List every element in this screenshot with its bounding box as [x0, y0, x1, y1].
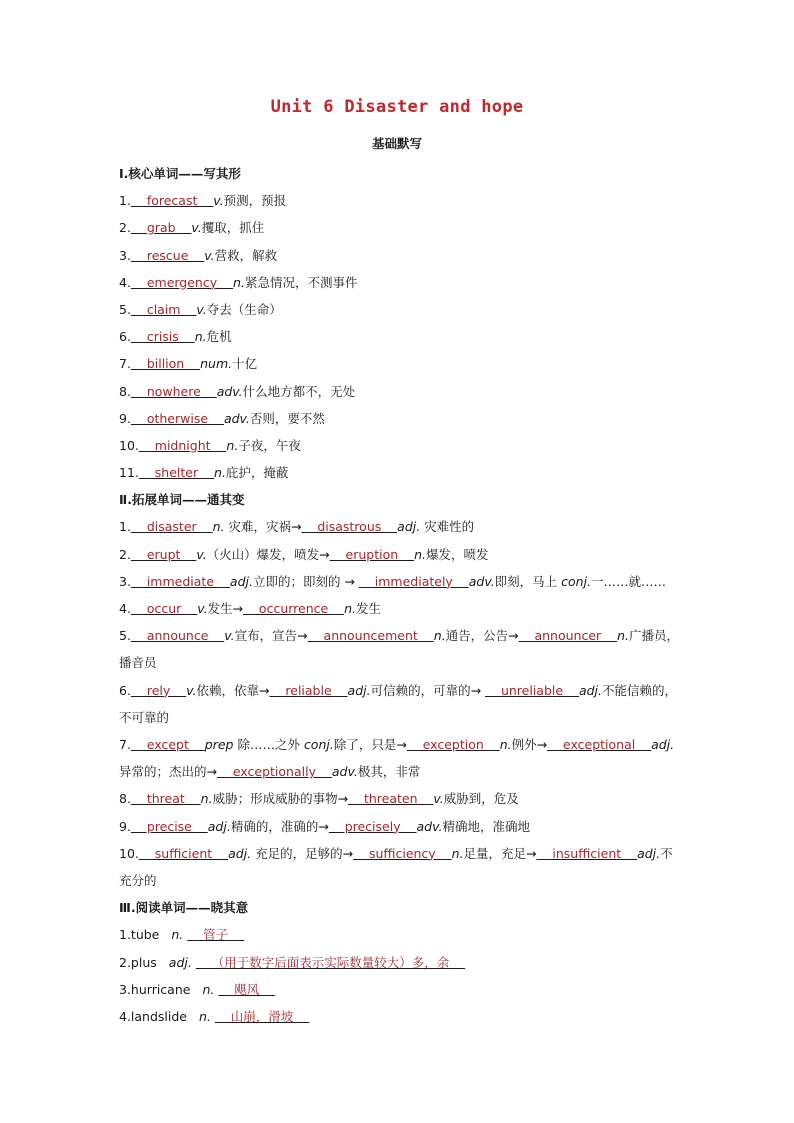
answer-blank: nowhere	[130, 383, 217, 399]
section2-heading: Ⅱ.拓展单词——通其变	[119, 492, 245, 508]
meaning-text: 十亿	[232, 356, 258, 372]
meaning-text: 精确地，准确地	[442, 818, 530, 834]
pos-label: adv.	[216, 383, 243, 399]
meaning-text: 庇护，掩蔽	[225, 465, 289, 481]
section1-item	[119, 187, 679, 214]
answer-blank: exceptional	[547, 737, 652, 752]
pos-label: n.	[451, 845, 464, 861]
meaning-text: 危机	[206, 329, 232, 345]
meaning-text: （火山）爆发，喷发→	[206, 546, 330, 562]
answer-blank: eruption	[329, 546, 415, 562]
section3-item	[119, 976, 679, 1003]
pos-label: adj.	[207, 818, 231, 834]
pos-label: adj.	[651, 737, 675, 752]
answer-blank: announcer	[518, 628, 618, 644]
meaning-text: 广播员，播音员	[119, 628, 679, 671]
word-text: 4.landslide	[119, 1008, 187, 1024]
answer-blank: crisis	[130, 329, 195, 345]
pos-label: adv.	[416, 818, 443, 834]
meaning-text: 宣布，宣告→	[234, 628, 308, 644]
pos-label: prep	[204, 737, 234, 752]
answer-blank: immediately	[358, 573, 469, 589]
answer-blank: emergency	[130, 274, 234, 290]
meaning-text: 夺去（生命）	[206, 301, 282, 317]
meaning-text: 否则，要不然	[249, 410, 325, 426]
item-number: 11.	[119, 465, 139, 481]
pos-label: v.	[433, 791, 444, 807]
pos-label: adj.	[168, 954, 192, 970]
answer-blank: precise	[130, 818, 208, 834]
section1-item	[119, 405, 679, 432]
answer-blank: sufficiency	[353, 845, 452, 861]
pos-label: n.	[199, 1008, 211, 1024]
item-number: 2.	[119, 546, 131, 562]
pos-label: num.	[200, 356, 233, 372]
pos-label: n.	[200, 791, 213, 807]
word-text: 1.tube	[119, 927, 160, 943]
pos-label: adv.	[468, 573, 495, 589]
answer-blank: threat	[130, 791, 201, 807]
answer-blank: threaten	[348, 791, 434, 807]
meaning-text: 异常的；杰出的→	[119, 764, 217, 780]
answer-blank: exceptionally	[216, 764, 332, 780]
item-number: 3.	[119, 247, 131, 263]
pos-label: n.	[202, 981, 215, 997]
answer-blank: 管子	[187, 927, 245, 943]
meaning-text: 即刻，马上	[494, 573, 562, 589]
answer-blank: reliable	[269, 682, 348, 698]
section3-item	[119, 1003, 679, 1030]
pos-label: n.	[214, 465, 226, 481]
meaning-text: 威胁到，危及	[443, 791, 519, 807]
item-number: 1.	[119, 193, 131, 209]
answer-blank: insufficient	[536, 845, 638, 861]
item-number: 6.	[119, 329, 131, 345]
section3-item	[119, 949, 679, 976]
section2-item-6	[119, 677, 679, 731]
section3-list	[119, 921, 679, 1030]
section1-heading: Ⅰ.核心单词——写其形	[119, 166, 241, 181]
answer-blank: disastrous	[301, 519, 398, 535]
pos-label: n.	[617, 628, 629, 644]
meaning-text: 不充分的	[119, 845, 673, 888]
section1-item	[119, 323, 679, 350]
meaning-text: 营救，解救	[214, 247, 278, 263]
answer-blank: rely	[130, 682, 187, 698]
answer-blank: 山崩，滑坡	[214, 1008, 310, 1024]
worksheet-content	[119, 160, 679, 1030]
item-number: 10.	[119, 437, 139, 453]
pos-label: v.	[191, 220, 202, 236]
pos-label: adj.	[397, 519, 421, 535]
answer-blank: precisely	[328, 818, 417, 834]
answer-blank: sufficient	[138, 845, 229, 861]
meaning-text: 攫取，抓住	[201, 220, 265, 236]
answer-blank: rescue	[130, 247, 205, 263]
pos-label: adj.	[347, 682, 371, 698]
section2-item-5	[119, 622, 679, 676]
pos-label: adj.	[578, 682, 602, 698]
section2-item-2	[119, 541, 679, 568]
meaning-text: 发生→	[207, 601, 244, 616]
pos-label: n.	[194, 329, 207, 345]
item-number: 10.	[119, 845, 139, 861]
pos-label: v.	[197, 601, 208, 616]
meaning-text: 立即的；即刻的 →	[252, 573, 359, 589]
answer-blank: unreliable	[485, 682, 579, 698]
item-number: 5.	[119, 301, 131, 317]
answer-blank: occur	[130, 601, 198, 616]
meaning-text: 一……就……	[591, 573, 667, 589]
pos-label: n.	[344, 601, 356, 616]
meaning-text: 可信赖的，可靠的→	[370, 682, 486, 698]
answer-blank: erupt	[130, 546, 197, 562]
section1-item	[119, 214, 679, 241]
pos-label: v.	[213, 193, 224, 209]
answer-blank: （用于数字后面表示实际数量较大）多，余	[195, 954, 466, 970]
pos-label: v.	[186, 682, 197, 698]
item-number: 5.	[119, 628, 131, 644]
section1-list	[119, 187, 679, 486]
pos-label: v.	[196, 301, 207, 317]
pos-label: adv.	[331, 764, 358, 780]
item-number: 4.	[119, 274, 131, 290]
meaning-text: 精确的，准确的→	[230, 818, 329, 834]
section2-item-4	[119, 595, 679, 622]
item-number: 9.	[119, 818, 131, 834]
item-number: 2.	[119, 220, 131, 236]
meaning-text: 灾难性的	[420, 519, 475, 535]
meaning-text: 威胁；形成威胁的事物→	[212, 791, 349, 807]
section1-item	[119, 378, 679, 405]
section2-item-3	[119, 568, 679, 595]
item-number: 6.	[119, 682, 131, 698]
meaning-text: 除了，只是→	[333, 737, 407, 752]
answer-blank: occurrence	[243, 601, 345, 616]
section1-item	[119, 350, 679, 377]
meaning-text: 什么地方都不，无处	[242, 383, 356, 399]
section2-item-1	[119, 513, 679, 540]
item-number: 4.	[119, 601, 131, 616]
section2-item-8	[119, 785, 679, 812]
pos-label: v.	[196, 546, 207, 562]
pos-label: v.	[224, 628, 235, 644]
meaning-text: 足量，充足→	[463, 845, 537, 861]
item-number: 7.	[119, 356, 131, 372]
section2-item-10	[119, 840, 679, 894]
meaning-text: 通告，公告→	[445, 628, 519, 644]
section1-item	[119, 459, 679, 486]
answer-blank: shelter	[138, 465, 215, 481]
item-number: 8.	[119, 383, 131, 399]
answer-blank: disaster	[130, 519, 213, 535]
meaning-text: 例外→	[511, 737, 548, 752]
answer-blank: grab	[130, 220, 192, 236]
pos-label: adj.	[637, 845, 661, 861]
answer-blank: midnight	[138, 437, 227, 453]
section1-item	[119, 432, 679, 459]
pos-label: n.	[414, 546, 426, 562]
section1-item	[119, 296, 679, 323]
meaning-text: 子夜，午夜	[238, 437, 301, 453]
pos-label: conj.	[561, 573, 592, 589]
pos-label: n.	[433, 628, 446, 644]
pos-label: conj.	[303, 737, 334, 752]
meaning-text: 紧急情况，不测事件	[244, 274, 358, 290]
page-title: Unit 6 Disaster and hope	[270, 97, 524, 117]
item-number: 7.	[119, 737, 131, 752]
answer-blank: immediate	[130, 573, 230, 589]
pos-label: n.	[499, 737, 512, 752]
word-text: 2.plus	[119, 954, 157, 970]
section1-item	[119, 242, 679, 269]
item-number: 1.	[119, 519, 131, 535]
answer-blank: billion	[130, 356, 201, 372]
section3-item	[119, 921, 679, 948]
item-number: 9.	[119, 410, 131, 426]
section2-item-7	[119, 731, 679, 785]
answer-blank: exception	[406, 737, 500, 752]
answer-blank: 飓风	[218, 981, 276, 997]
answer-blank: except	[130, 737, 205, 752]
section3-heading: Ⅲ.阅读单词——晓其意	[119, 900, 249, 916]
meaning-text: 不能信赖的，不可靠的	[119, 682, 677, 725]
pos-label: n.	[171, 927, 184, 943]
pos-label: n.	[212, 519, 225, 535]
answer-blank: announcement	[307, 628, 434, 644]
meaning-text: 发生	[356, 601, 382, 616]
pos-label: adv.	[223, 410, 250, 426]
pos-label: n.	[233, 274, 245, 290]
answer-blank: forecast	[130, 193, 214, 209]
item-number: 8.	[119, 791, 131, 807]
pos-label: adj.	[229, 573, 253, 589]
meaning-text: 除……之外	[233, 737, 304, 752]
pos-label: v.	[204, 247, 215, 263]
meaning-text: 灾难，灾祸→	[224, 519, 302, 535]
page-subtitle: 基础默写	[371, 136, 422, 151]
meaning-text: 极其，非常	[357, 764, 421, 780]
answer-blank: otherwise	[130, 410, 224, 426]
section2-item-9	[119, 813, 679, 840]
item-number: 3.	[119, 573, 131, 589]
pos-label: adj.	[228, 845, 252, 861]
word-text: 3.hurricane	[119, 981, 191, 997]
meaning-text: 充足的，足够的→	[251, 845, 354, 861]
meaning-text: 依赖，依靠→	[196, 682, 270, 698]
meaning-text: 预测，预报	[223, 193, 287, 209]
answer-blank: announce	[130, 628, 225, 644]
meaning-text: 爆发，喷发	[425, 546, 489, 562]
section1-item	[119, 269, 679, 296]
answer-blank: claim	[130, 301, 197, 317]
pos-label: n.	[226, 437, 239, 453]
